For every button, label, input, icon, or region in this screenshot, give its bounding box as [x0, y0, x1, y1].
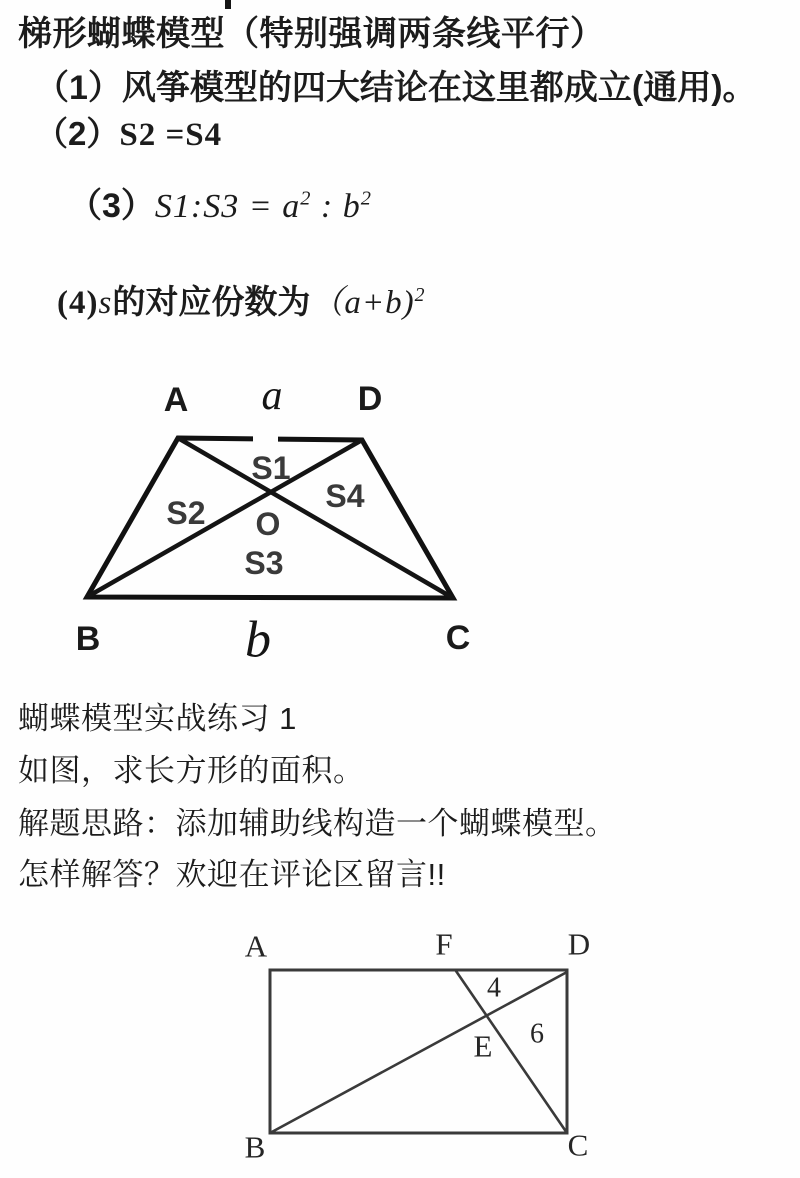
side-label-b: b: [245, 611, 271, 669]
diagonal-a-to-c: [178, 438, 453, 598]
vertex-label-B: B: [75, 620, 101, 658]
region-label-S1: S1: [251, 450, 291, 486]
scan-artifact-mark: [225, 0, 231, 9]
side-label-a: a: [261, 373, 283, 419]
point-label-F: F: [435, 926, 453, 962]
point-1: （1）风筝模型的四大结论在这里都成立(通用)。: [35, 69, 757, 107]
vertex-label-D: D: [357, 380, 383, 418]
vertex-label-C: C: [567, 1127, 589, 1163]
point-4: [57, 283, 425, 323]
point-3-formula-mid: : b: [311, 188, 361, 225]
region-label-S4: S4: [325, 478, 365, 514]
vertex-label-A: A: [244, 928, 268, 964]
vertex-label-B: B: [244, 1129, 266, 1165]
point-2-formula: S2 =S4: [119, 117, 223, 153]
point-2: [35, 115, 222, 155]
point-3-exponent-a: 2: [300, 187, 312, 210]
section-title: 梯形蝴蝶模型（特别强调两条线平行）: [18, 15, 605, 53]
point-3-number: （3）: [68, 187, 155, 225]
vertex-label-A: A: [163, 381, 189, 419]
exercise-question: 如图，求长方形的面积。: [18, 753, 365, 788]
trapezoid-butterfly-figure: [55, 372, 485, 672]
exercise-prompt: 怎样解答？欢迎在评论区留言!!: [18, 857, 446, 892]
segment-length-6: 6: [530, 1018, 544, 1050]
point-3: [68, 187, 372, 226]
region-label-S3: S3: [244, 545, 284, 581]
point-3-formula-lhs: S1:S3 = a: [154, 188, 301, 225]
top-edge-gap: [253, 431, 278, 446]
point-4-number: (4): [57, 285, 99, 321]
point-4-variable-s: s: [98, 285, 113, 321]
center-label-O: O: [255, 506, 281, 542]
point-4-text: 的对应份数为: [112, 283, 311, 320]
rectangle-exercise-figure: [235, 925, 615, 1178]
point-4-exponent: 2: [414, 284, 426, 306]
exercise-hint: 解题思路：添加辅助线构造一个蝴蝶模型。: [18, 806, 617, 841]
vertex-label-D: D: [567, 926, 591, 962]
region-label-S2: S2: [166, 495, 206, 531]
segment-length-4: 4: [487, 972, 501, 1004]
vertex-label-C: C: [445, 619, 471, 657]
point-4-formula: （a+b): [310, 285, 415, 321]
exercise-title: 蝴蝶模型实战练习 1: [18, 701, 297, 736]
point-2-number: （2）: [35, 115, 120, 152]
diagonal-b-to-d: [270, 972, 567, 1133]
point-3-exponent-b: 2: [360, 187, 372, 210]
intersection-label-E: E: [473, 1028, 493, 1064]
